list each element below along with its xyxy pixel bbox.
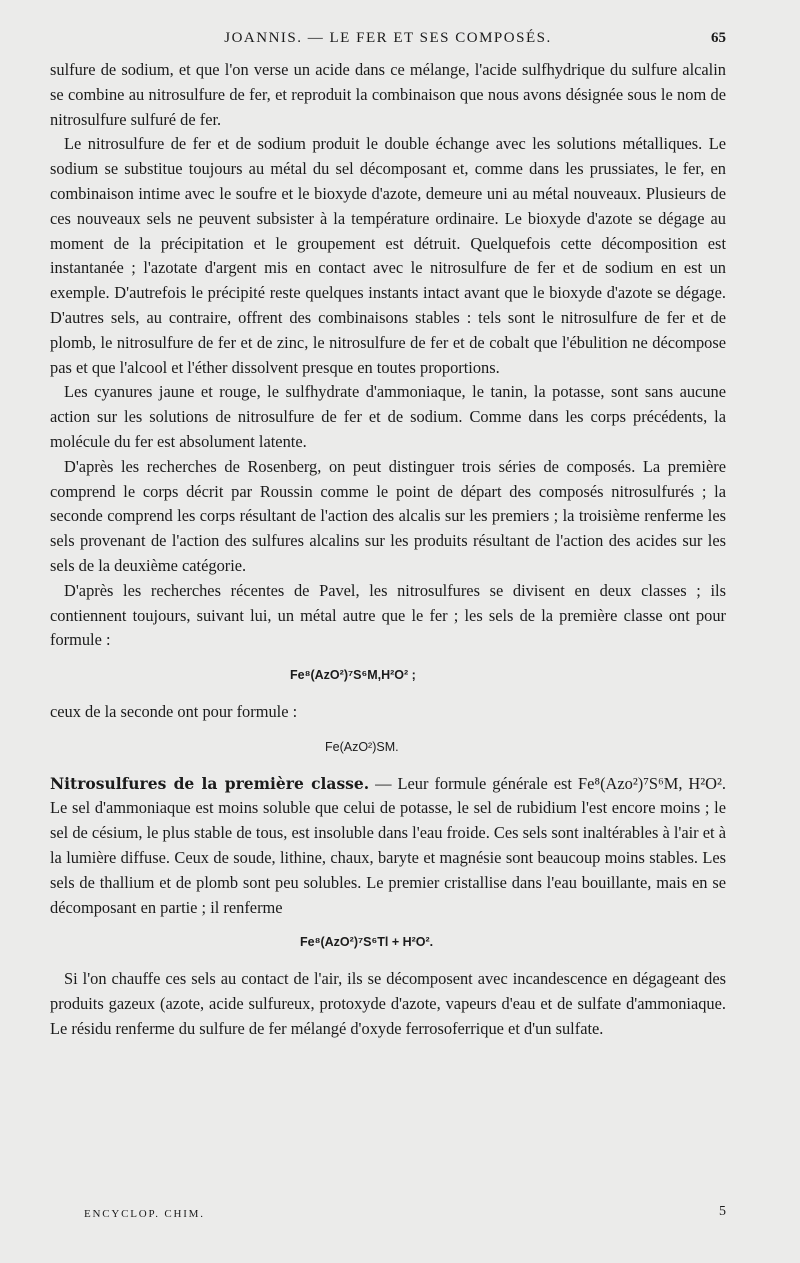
body-text [50,58,726,1041]
signature-number: 5 [719,1204,726,1219]
signature-mark: ENCYCLOP. CHIM. [84,1208,205,1220]
running-title: JOANNIS. — LE FER ET SES COMPOSÉS. [224,30,552,46]
paragraph-6: ceux de la seconde ont pour formule : [50,701,298,721]
book-page [50,20,726,1242]
paragraph-3: Les cyanures jaune et rouge, le sulfhydrate d'ammoniaque, le tanin, la potasse, sont sans aucune action sur les solutions de nitrosulfure de fer et de sodium. Comme dans les corps précédents, la molécule du fer est absolument latente. [50,382,726,451]
page-number: 65 [711,30,726,46]
page-footer [84,1204,726,1220]
formula-thallium: Fe⁸(AzO²)⁷S⁶Tl + H²O². [300,935,434,950]
paragraph-1: sulfure de sodium, et que l'on verse un acide dans ce mélange, l'acide sulfhydrique du sulfure alcalin se combine au nitrosulfure de fer, et reproduit la combinaison que nous avons désignée sous le nom de nitrosulfure sulfuré de fer. [50,60,726,129]
paragraph-4: D'après les recherches de Rosenberg, on peut distinguer trois séries de composés. La première comprend le corps décrit par Roussin comme le point de départ des composés nitrosulfurés ; la seconde comprend les corps résultant de l'action des alcalis sur les premiers ; la troisième renferme les sels provenant de l'action des sulfures alcalins sur les produits résultant de l'action des acides sur les sels de la deuxième catégorie. [50,456,726,575]
paragraph-2: Le nitrosulfure de fer et de sodium produit le double échange avec les solutions métalliques. Le sodium se substitue toujours au métal du sel décomposant et, comme dans les prussiates, le fer, en combinaison intime avec le soufre et le bioxyde d'azote, demeure uni au métal nouveaux. Plusieurs de ces nouveaux sels ne peuvent subsister à la température ordinaire. Le bioxyde d'azote se dégage au moment de la précipitation et le groupement est détruit. Quelquefois cette décomposition est instantanée ; l'azotate d'argent mis en contact avec le nitrosulfure de fer et de sodium en est un exemple. D'autrefois le précipité reste quelques instants intact avant que le bioxyde d'azote se dégage. D'autres sels, au contraire, offrent des combinaisons stables : tels sont le nitrosulfure de fer et de plomb, le nitrosulfure de fer et de zinc, le nitrosulfure de fer et de cobalt que l'ébulition ne décompose pas et que l'alcool et l'éther dissolvent presque en toutes proportions. [50,134,726,377]
paragraph-5: D'après les recherches récentes de Pavel, les nitrosulfures se divisent en deux classes ; ils contiennent toujours, suivant lui, un métal autre que le fer ; les sels de la première classe ont pour formule : [50,580,726,650]
section-heading: Nitrosulfures de la première classe. [50,773,370,793]
paragraph-7-text: — Leur formule générale est Fe⁸(Azo²)⁷S⁶M, H²O². Le sel d'ammoniaque est moins soluble que celui de potasse, le sel de rubidium l'est encore moins ; le sel de césium, le plus stable de tous, est insoluble dans l'eau froide. Ces sels sont inaltérables à l'air et à la lumière diffuse. Ceux de soude, lithine, chaux, baryte et magnésie sont beaucoup moins stables. Les sels de thallium et de plomb sont peu solubles. Le premier cristallise dans l'eau bouillante, mais en se décomposant en partie ; il renferme [50,773,727,917]
running-header [50,30,726,52]
paragraph-8: Si l'on chauffe ces sels au contact de l'air, ils se décomposent avec incandescence en dégageant des produits gazeux (azote, acide sulfureux, protoxyde d'azote, vapeurs d'eau et de sulfate d'ammoniaque. Le résidu renferme du sulfure de fer mélangé d'oxyde ferrosoferrique et d'un sulfate. [50,969,726,1038]
paragraph-7 [50,772,726,921]
formula-second-class: Fe(AzO²)SM. [325,739,399,754]
formula-first-class: Fe⁸(AzO²)⁷S⁶M,H²O² ; [290,668,416,683]
